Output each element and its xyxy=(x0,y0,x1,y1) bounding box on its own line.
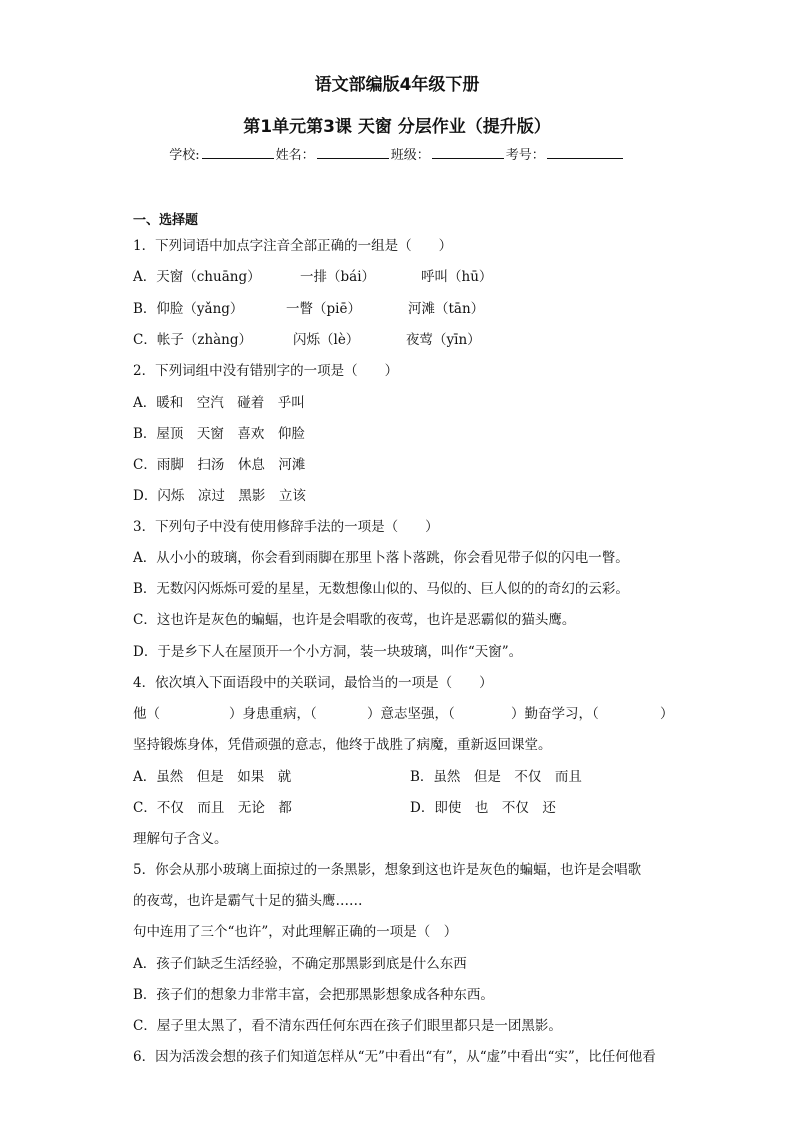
question-5-option-b[interactable]: B．孩子们的想象力非常丰富，会把那黑影想象成各种东西。 xyxy=(133,987,494,1003)
question-5-stem-line-1: 5．你会从那小玻璃上面掠过的一条黑影，想象到这也许是灰色的蝙蝠，也许是会唱歌 xyxy=(133,862,642,878)
passage-fragment: 他（ xyxy=(133,706,160,722)
question-2-stem: 2．下列词组中没有错别字的一项是（ ） xyxy=(133,363,399,379)
question-4-passage-line-1 xyxy=(133,702,673,722)
number-label: 考号： xyxy=(505,148,545,163)
name-label: 姓名： xyxy=(275,148,315,163)
section-heading: 理解句子含义。 xyxy=(133,831,228,847)
question-4-option-c[interactable]: C．不仅 而且 无论 都 xyxy=(133,800,292,816)
question-3-stem: 3．下列句子中没有使用修辞手法的一项是（ ） xyxy=(133,519,439,535)
question-4-option-a[interactable]: A．虽然 但是 如果 就 xyxy=(133,769,292,785)
question-1-option-c[interactable] xyxy=(133,328,481,348)
question-4-stem: 4．依次填入下面语段中的关联词，最恰当的一项是（ ） xyxy=(133,675,493,691)
section-heading: 一、选择题 xyxy=(133,213,199,228)
question-6-stem-line-1: 6．因为活泼会想的孩子们知道怎样从“无”中看出“有”，从“虚”中看出“实”，比任何他看 xyxy=(133,1049,656,1065)
worksheet-subtitle: 第1单元第3课 天窗 分层作业（提升版） xyxy=(243,117,551,137)
passage-fragment: ）意志坚强，（ xyxy=(367,706,455,722)
question-3-option-d[interactable]: D．于是乡下人在屋顶开一个小方洞，装一块玻璃，叫作“天窗”。 xyxy=(133,644,523,660)
name-blank[interactable] xyxy=(317,146,389,159)
question-1-option-b[interactable] xyxy=(133,297,485,317)
question-4-option-d[interactable]: D．即使 也 不仅 还 xyxy=(410,800,556,816)
option-a-word-3: 呼叫（hū） xyxy=(421,269,493,285)
option-b-word-1: B．仰脸（yǎng） xyxy=(133,301,244,317)
option-c-word-1: C．帐子（zhàng） xyxy=(133,332,253,348)
question-5-option-a[interactable]: A．孩子们缺乏生活经验，不确定那黑影到底是什么东西 xyxy=(133,956,467,972)
school-label: 学校: xyxy=(169,148,200,163)
passage-fragment: ）身患重病，（ xyxy=(229,706,317,722)
option-b-word-2: 一瞥（piē） xyxy=(286,301,361,317)
number-blank[interactable] xyxy=(547,146,623,159)
question-5-stem-line-3: 句中连用了三个“也许”，对此理解正确的一项是（ ） xyxy=(133,924,458,940)
passage-fragment: ）勤奋学习，（ xyxy=(511,706,599,722)
class-label: 班级： xyxy=(390,148,430,163)
question-4-option-b[interactable]: B．虽然 但是 不仅 而且 xyxy=(410,769,582,785)
worksheet-title: 语文部编版4年级下册 xyxy=(314,75,480,95)
option-c-word-2: 闪烁（lè） xyxy=(293,332,360,348)
option-c-word-3: 夜莺（yīn） xyxy=(406,332,481,348)
school-blank[interactable] xyxy=(202,146,274,159)
question-1-option-a[interactable] xyxy=(133,265,493,285)
question-2-option-a[interactable]: A．暖和 空汽 碰着 乎叫 xyxy=(133,395,305,411)
question-2-option-d[interactable]: D．闪烁 凉过 黑影 立该 xyxy=(133,488,306,504)
passage-fragment: ） xyxy=(660,706,674,722)
question-4-passage-line-2: 坚持锻炼身体，凭借顽强的意志，他终于战胜了病魔，重新返回课堂。 xyxy=(133,737,552,753)
question-3-option-a[interactable]: A．从小小的玻璃，你会看到雨脚在那里卜落卜落跳，你会看见带子似的闪电一瞥。 xyxy=(133,550,629,566)
student-info-line xyxy=(0,144,794,163)
question-5-stem-line-2: 的夜莺，也许是霸气十足的猫头鹰…… xyxy=(133,893,363,909)
question-2-option-c[interactable]: C．雨脚 扫汤 休息 河滩 xyxy=(133,457,306,473)
question-3-option-b[interactable]: B．无数闪闪烁烁可爱的星星，无数想像山似的、马似的、巨人似的的奇幻的云彩。 xyxy=(133,581,629,597)
class-blank[interactable] xyxy=(432,146,504,159)
question-1-stem: 1．下列词语中加点字注音全部正确的一组是（ ） xyxy=(133,238,453,254)
question-2-option-b[interactable]: B．屋顶 天窗 喜欢 仰脸 xyxy=(133,426,305,442)
option-b-word-3: 河滩（tān） xyxy=(408,301,485,317)
question-5-option-c[interactable]: C．屋子里太黑了，看不清东西任何东西在孩子们眼里都只是一团黑影。 xyxy=(133,1018,562,1034)
option-a-word-1: A．天窗（chuāng） xyxy=(133,269,261,285)
option-a-word-2: 一排（bái） xyxy=(300,269,376,285)
question-3-option-c[interactable]: C．这也许是灰色的蝙蝠，也许是会唱歌的夜莺，也许是恶霸似的猫头鹰。 xyxy=(133,612,576,628)
